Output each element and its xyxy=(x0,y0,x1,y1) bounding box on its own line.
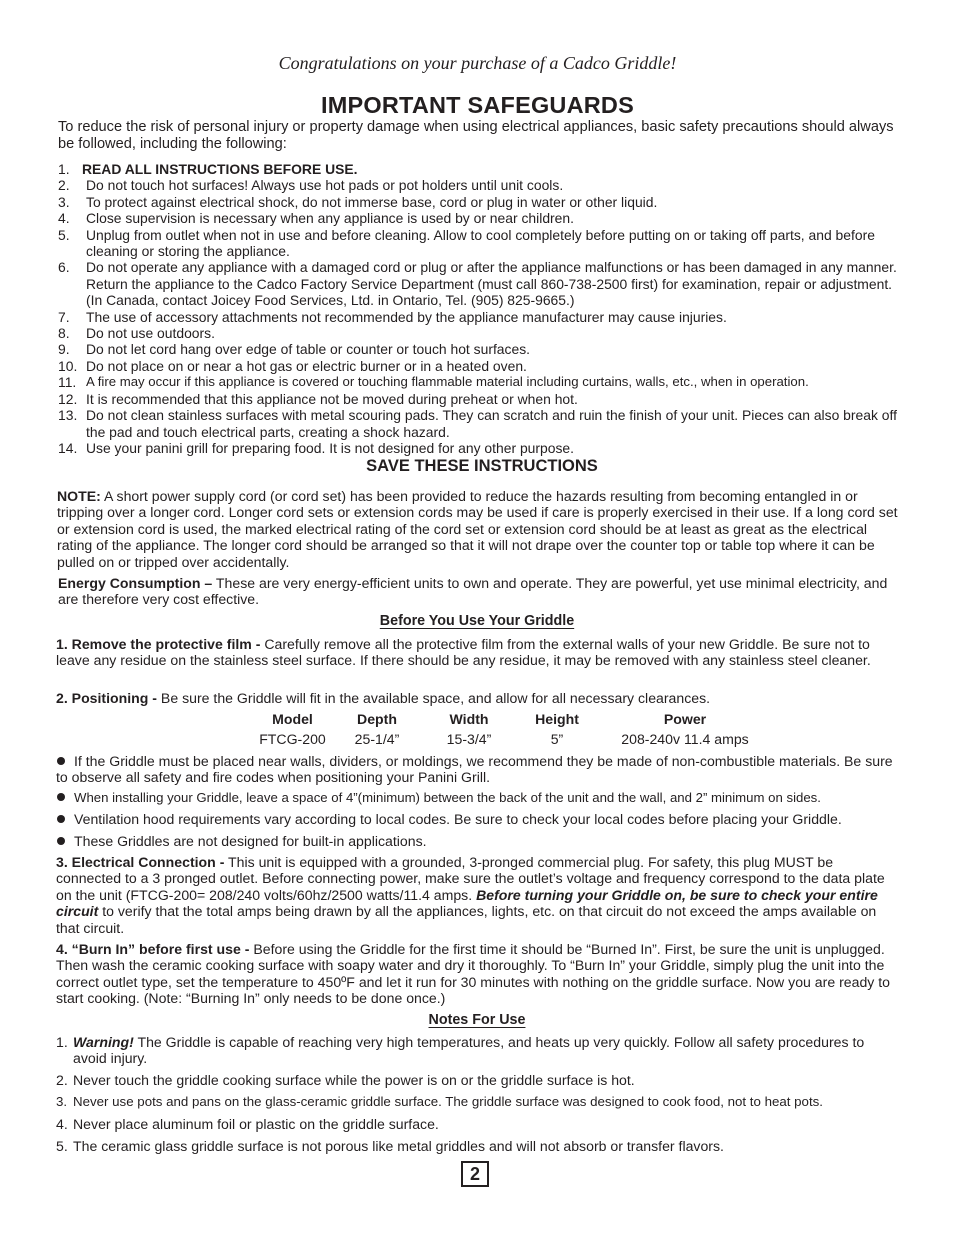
list-item-text: Unplug from outlet when not in use and before cleaning. Allow to cool completely before putting on or taking off parts, and before cleaning or storing the appliance. xyxy=(86,226,875,260)
burn-in-paragraph xyxy=(56,941,899,1007)
energy-label: Energy Consumption – xyxy=(58,575,213,591)
list-item-number: 2. xyxy=(56,1072,68,1088)
list-item xyxy=(56,1116,899,1132)
table-cell: 25-1/4” xyxy=(354,731,400,747)
list-item-text: Close supervision is necessary when any appliance is used by or near children. xyxy=(86,210,574,227)
electrical-text-2: to verify that the total amps being drawn by all the appliances, lights, etc. on that circuit do not exceed the amps available on that circuit. xyxy=(56,903,877,936)
list-item-number: 7. xyxy=(58,308,70,325)
table-header-cell: Height xyxy=(535,711,579,727)
list-item-text: The use of accessory attachments not recommended by the appliance manufacturer may cause injuries. xyxy=(86,308,727,325)
table-cell: 5” xyxy=(550,731,564,747)
table-cell: 208-240v 11.4 amps xyxy=(621,731,749,747)
list-item xyxy=(56,1034,899,1067)
list-item-text: Never place aluminum foil or plastic on the griddle surface. xyxy=(73,1116,439,1132)
table-header-cell: Width xyxy=(449,711,489,727)
bullet-item xyxy=(56,833,899,849)
list-item xyxy=(58,210,900,226)
list-item-number: 4. xyxy=(58,210,70,227)
page-number: 2 xyxy=(461,1161,489,1187)
list-item-text: To protect against electrical shock, do not immerse base, cord or plug in water or other liquid. xyxy=(86,193,658,210)
list-item-number: 8. xyxy=(58,325,70,342)
bullet-dot xyxy=(57,757,65,765)
list-item xyxy=(58,227,900,260)
energy-text: These are very energy-efficient units to own and operate. They are powerful, yet use minimal electricity, and are therefore very cost effective. xyxy=(58,575,888,608)
positioning-label: 2. Positioning - xyxy=(56,690,158,706)
list-item-text: Never use pots and pans on the glass-ceramic griddle surface. The griddle surface was designed to cook food, not to heat pots. xyxy=(73,1094,823,1109)
remove-film-paragraph xyxy=(56,636,899,669)
list-item-text: A fire may occur if this appliance is covered or touching flammable material including curtains, walls, etc., when in operation. xyxy=(86,374,809,390)
list-item-number: 14. xyxy=(58,439,78,456)
list-item-number: 9. xyxy=(58,341,70,358)
page-title: IMPORTANT SAFEGUARDS xyxy=(321,92,634,118)
list-item-number: 3. xyxy=(58,193,70,210)
bullet-dot xyxy=(57,837,65,845)
list-item-text: It is recommended that this appliance not be moved during preheat or when hot. xyxy=(86,390,578,407)
note-label: NOTE: xyxy=(57,488,101,504)
list-item xyxy=(58,341,900,357)
list-item-text: Do not use outdoors. xyxy=(86,325,215,342)
list-item-text: Do not clean stainless surfaces with metal scouring pads. They can scratch and ruin the finish of your unit. Pieces can also break off the pad and touch electrical parts, creating a shock hazard. xyxy=(86,407,897,440)
before-use-heading xyxy=(56,613,898,629)
list-item-number: 11. xyxy=(58,374,77,391)
table-header-cell: Power xyxy=(663,711,707,727)
electrical-emphasis: Before turning your Griddle on, be sure to check your entire circuit xyxy=(56,886,878,920)
list-item xyxy=(56,1138,899,1154)
list-item xyxy=(58,161,900,177)
remove-film-text: Carefully remove all the protective film from the external walls of your new Griddle. Be sure not to leave any residue on the stainless steel surface. If there should be any residue, it may be removed with any stainless steel cleaner. xyxy=(56,636,871,669)
notes-for-use-heading-text: Notes For Use xyxy=(428,1012,526,1028)
list-item xyxy=(58,177,900,193)
intro-paragraph: To reduce the risk of personal injury or property damage when using electrical appliances, basic safety precautions should always be followed, including the following: xyxy=(58,119,894,152)
list-item-number: 1. xyxy=(56,1034,68,1050)
before-use-heading-text: Before You Use Your Griddle xyxy=(379,613,575,629)
electrical-text-1: This unit is equipped with a grounded, 3-pronged commercial plug. For safety, this plug MUST be connected to a 3 pronged outlet. Before connecting power, make sure the outlet’s voltage and frequency correspond to the data plate on the unit (FTCG-200= 208/240 volts/60hz/2500 watts/11.4 amps. xyxy=(56,854,885,903)
notes-for-use-heading xyxy=(56,1012,898,1028)
electrical-label: 3. Electrical Connection - xyxy=(56,854,225,870)
list-item xyxy=(58,374,900,390)
save-instructions-heading: SAVE THESE INSTRUCTIONS xyxy=(366,457,598,475)
list-item-text xyxy=(73,1034,899,1067)
note-paragraph xyxy=(57,488,899,570)
spec-table xyxy=(256,709,769,749)
list-item-text: Do not place on or near a hot gas or electric burner or in a heated oven. xyxy=(86,357,527,374)
bullet-dot xyxy=(57,815,65,823)
list-item-number: 1. xyxy=(58,161,70,177)
list-item xyxy=(58,358,900,374)
energy-paragraph xyxy=(58,575,901,608)
list-item-number: 4. xyxy=(56,1116,68,1132)
bullet-text: If the Griddle must be placed near walls, dividers, or moldings, we recommend they be made of non-combustible materials. Be sure to observe all safety and fire codes when positioning your Panini Grill. xyxy=(56,753,893,786)
list-item-text: Do not let cord hang over edge of table or counter or touch hot surfaces. xyxy=(86,341,530,358)
congratulations-line: Congratulations on your purchase of a Cadco Griddle! xyxy=(278,53,677,73)
list-item-text: READ ALL INSTRUCTIONS BEFORE USE. xyxy=(82,161,358,177)
list-item-number: 2. xyxy=(58,177,70,194)
list-item-number: 12. xyxy=(58,390,78,407)
safeguards-list xyxy=(58,161,900,456)
bullet-text: Ventilation hood requirements vary according to local codes. Be sure to check your local codes before placing your Griddle. xyxy=(74,811,842,827)
table-header-cell: Depth xyxy=(357,711,397,727)
list-item-text: Never touch the griddle cooking surface while the power is on or the griddle surface is hot. xyxy=(73,1072,635,1088)
burn-in-text: Before using the Griddle for the first time it should be “Burned In”. First, be sure the unit is unplugged. Then wash the ceramic cooking surface with soapy water and dry it thoroughly. To “Burn In” your Griddle, simply plug the unit into the correct outlet type, set the temperature to 450ºF and let it run for 30 minutes with nothing on the griddle surface. Now you are ready to start cooking. (Note: “Burning In” only needs to be done once.) xyxy=(56,941,891,1007)
table-cell: FTCG-200 xyxy=(259,731,326,747)
list-item-number: 13. xyxy=(58,407,78,424)
list-item-number: 6. xyxy=(58,259,70,276)
burn-in-label: 4. “Burn In” before first use - xyxy=(56,941,250,957)
bullet-text: These Griddles are not designed for built-in applications. xyxy=(74,833,427,849)
warning-label: Warning! xyxy=(73,1034,134,1050)
positioning-paragraph xyxy=(56,690,899,706)
list-item xyxy=(58,309,900,325)
list-item xyxy=(58,407,900,440)
list-item-text: Do not touch hot surfaces! Always use hot pads or pot holders until unit cools. xyxy=(86,177,564,194)
list-item xyxy=(58,440,900,456)
table-header-cell: Model xyxy=(272,711,313,727)
bullet-item xyxy=(56,790,899,806)
list-item xyxy=(58,194,900,210)
list-item-number: 5. xyxy=(58,226,70,243)
list-item xyxy=(58,391,900,407)
table-cell: 15-3/4” xyxy=(446,731,492,747)
list-item-number: 5. xyxy=(56,1138,68,1154)
list-item-number: 10. xyxy=(58,357,78,374)
bullet-item xyxy=(56,753,899,786)
note-text: A short power supply cord (or cord set) has been provided to reduce the hazards resulting from becoming entangled in or tripping over a longer cord. Longer cord sets or extension cords may be used if care is properly exercised in their use. If a long cord set or extension cord is used, the marked electrical rating of the cord set or extension cord should be at least as great as the electrical rating of the appliance. The longer cord should be arranged so that it will not drape over the counter top or table top where it can be pulled on or tripped over accidentally. xyxy=(57,488,898,570)
table-header-row xyxy=(256,709,769,729)
list-item xyxy=(56,1094,899,1110)
electrical-connection-paragraph xyxy=(56,854,899,936)
list-item xyxy=(56,1072,899,1088)
bullet-item xyxy=(56,811,899,827)
remove-film-label: 1. Remove the protective film - xyxy=(56,636,261,652)
list-item-text: Use your panini grill for preparing food. It is not designed for any other purpose. xyxy=(86,439,574,456)
list-item-text: Do not operate any appliance with a damaged cord or plug or after the appliance malfunctions or has been damaged in any manner. Return the appliance to the Cadco Factory Service Department (must call 860-738-2500 first) for examination, repair or adjustment. (In Canada, contact Joicey Food Services, Ltd. in Ontario, Tel. (905) 825-9665.) xyxy=(86,259,897,309)
list-item xyxy=(58,259,900,308)
positioning-text: Be sure the Griddle will fit in the available space, and allow for all necessary clearances. xyxy=(157,690,711,706)
bullet-dot xyxy=(57,793,65,801)
list-item xyxy=(58,325,900,341)
warning-text: The Griddle is capable of reaching very high temperatures, and heats up very quickly. Follow all safety procedures to avoid injury. xyxy=(73,1034,865,1067)
list-item-number: 3. xyxy=(56,1094,68,1109)
list-item-text: The ceramic glass griddle surface is not porous like metal griddles and will not absorb or transfer flavors. xyxy=(73,1138,724,1154)
table-row xyxy=(256,729,769,749)
bullet-text: When installing your Griddle, leave a space of 4”(minimum) between the back of the unit and the wall, and 2” minimum on sides. xyxy=(74,790,821,805)
